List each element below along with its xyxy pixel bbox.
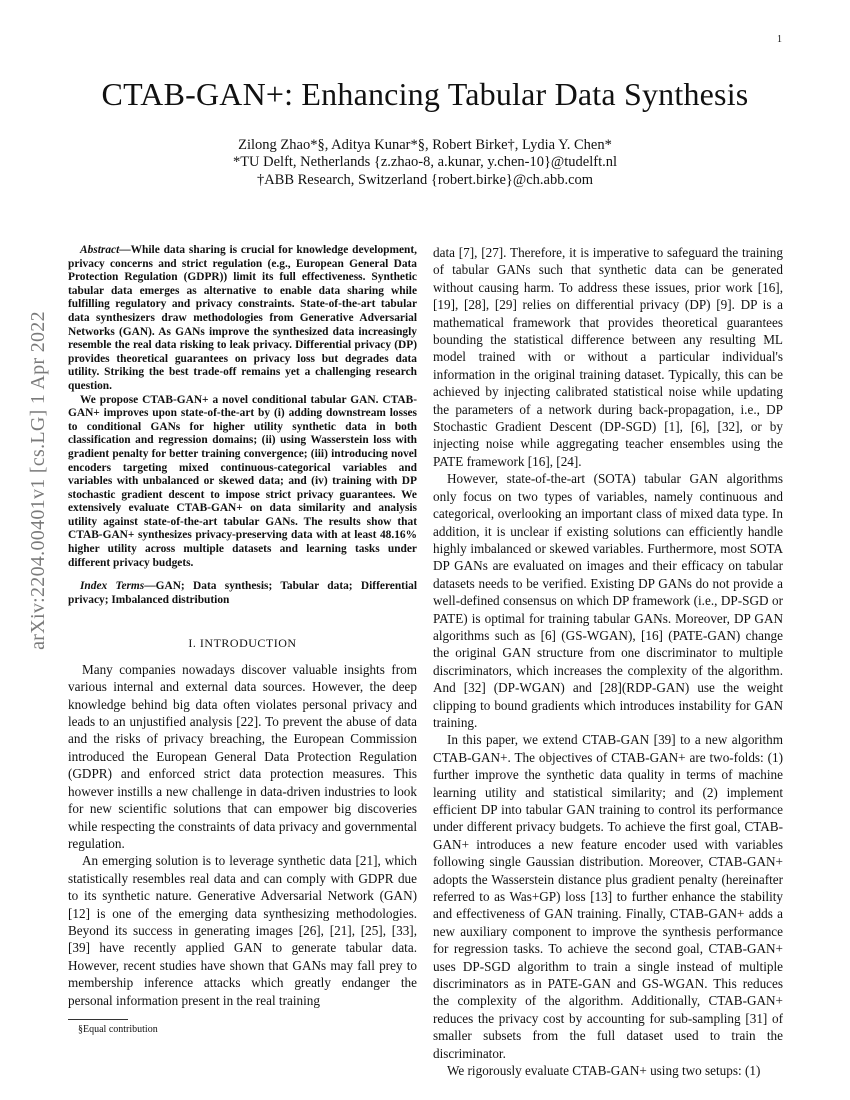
body-paragraph: However, state-of-the-art (SOTA) tabular GAN algorithms only focus on two types of variables, namely continuous and categorical, overlooking an important class of mixed data type. In addition, it is unclear if existing solutions can efficiently handle highly imbalanced or skewed variables. Furthermore, most SOTA DP GANs are evaluated on images and their efficacy on tabular datasets needs to be verified. Existing DP GANs do not provide a well-defined consensus on which DP framework (i.e., DP-SGD or PATE) is optimal for training tabular GANs. Moreover, DP GAN algorithms such as [6] (GS-WGAN), [16] (PATE-GAN) change the original GAN structure from one discriminator to multiple discriminators, which increases the complexity of the algorithm. And [32] (DP-WGAN) and [28](RDP-GAN) use the weight clipping to bound gradients which introduces instability for GAN training. [433,471,783,730]
paper-title: CTAB-GAN+: Enhancing Tabular Data Synthesis [101,76,749,112]
abstract-paragraph-1: —While data sharing is crucial for knowledge development, privacy concerns and strict regulation (e.g., European General Data Protection Regulation (GDPR)) limit its full effectiveness. Synthetic tabular data emerges as alternative to enable data sharing while fulfilling regulatory and privacy constraints. State-of-the-art tabular data synthesizers draw methodologies from Generative Adversarial Networks (GAN). As GANs improve the synthesized data increasingly resemble the real data risking to leak privacy. Differential privacy (DP) provides theoretical guarantees on privacy loss but degrades data utility. Striking the best trade-off remains yet a challenging research question. [68,244,417,392]
footnote-equal-contribution: §Equal contribution [78,1024,158,1035]
arxiv-side-stamp [18,300,58,660]
abstract-lead: Abstract [80,244,120,256]
index-terms-text: —GAN; Data synthesis; Tabular data; Differential privacy; Imbalanced distribution [68,580,418,606]
affiliation-tu-delft: *TU Delft, Netherlands {z.zhao-8, a.kunar, y.chen-10}@tudelft.nl [232,154,618,170]
body-paragraph: We rigorously evaluate CTAB-GAN+ using two setups: (1) [447,1063,761,1079]
intro-paragraph: An emerging solution is to leverage synthetic data [21], which statistically resembles real data and can comply with GDPR due to its synthetic nature. Generative Adversarial Network (GAN) [12] is one of the emerging data synthesizing methodologies. Beyond its success in generating images [26], [21], [25], [33], [39] have recently applied GAN to generate tabular data. However, recent studies have shown that GANs may fall prey to membership inference attacks which greatly endanger the personal information present in the real training [68,853,417,1008]
intro-paragraph: Many companies nowadays discover valuable insights from various internal and external data sources. However, the deep knowledge behind big data often violates personal privacy and leads to an unjustified analysis [22]. To prevent the abuse of data and the risks of privacy breaching, the European Commission introduced the European General Data Protection Regulation (GDPR) and enforced strict data protection measures. This however instills a new challenge in data-driven industries to look for new scientific solutions that can empower big discoveries while respecting the constraints of data privacy and governmental regulation. [68,661,417,851]
affiliation-abb: †ABB Research, Switzerland {robert.birke}@ch.abb.com [256,172,594,188]
author-list: Zilong Zhao*§, Aditya Kunar*§, Robert Birke†, Lydia Y. Chen* [238,137,612,153]
index-terms [68,580,417,607]
index-terms-lead: Index Terms [80,580,145,593]
abstract [68,244,417,394]
right-column [433,244,783,1080]
arxiv-identifier: arXiv:2204.00401v1 [cs.LG] 1 Apr 2022 [26,310,49,650]
body-paragraph: data [7], [27]. Therefore, it is imperative to safeguard the training of tabular GANs such that synthetic data can be generated without causing harm. To address these issues, prior work [16], [19], [28], [29] relies on differential privacy (DP) [9]. DP is a mathematical framework that provides theoretical guarantees bounding the statistical difference between any resulting ML model trained with or without a particular individual's information in the original training dataset. Typically, this can be achieved by injecting calibrated statistical noise while updating the parameters of a network during back-propagation, i.e., DP Stochastic Gradient Descent (DP-SGD) [1], [6], [32], or by injecting noise while aggregating teacher ensembles using the PATE framework [16], [24]. [433,245,783,469]
page-number: 1 [777,34,782,45]
left-column [68,244,417,1009]
body-paragraph: In this paper, we extend CTAB-GAN [39] to a new algorithm CTAB-GAN+. The objectives of CTAB-GAN+ are two-folds: (1) further improve the synthetic data quality in terms of machine learning utility and statistical similarity; and (2) implement efficient DP into tabular GAN training to control its performance under different privacy budgets. To achieve the first goal, CTAB-GAN+ introduces a new feature encoder used with variables following single Gaussian distribution. Moreover, CTAB-GAN+ adopts the Wasserstein distance plus gradient penalty (hereinafter referred to as Was+GP) loss [13] to further enhance the stability and effectiveness of GAN training. Finally, CTAB-GAN+ adds a new auxiliary component to improve the synthesis performance for regression tasks. To achieve the second goal, CTAB-GAN+ uses DP-SGD algorithm to train a single instead of multiple discriminators as in PATE-GAN and GS-WGAN. This reduces the complexity of the algorithm. Additionally, CTAB-GAN+ reduces the privacy cost by accounting for sub-sampling [31] of smaller subsets from the full dataset used to train the discriminator. [433,732,783,1061]
section-heading-introduction: I. INTRODUCTION [188,636,297,651]
abstract-paragraph-2: We propose CTAB-GAN+ a novel conditional tabular GAN. CTAB-GAN+ improves upon state-of-the-art by (i) adding downstream losses to conditional GANs for higher utility synthetic data in both classification and regression domains; (ii) using Wasserstein loss with gradient penalty for better training convergence; (iii) introducing novel encoders targeting mixed continuous-categorical variables and variables with unbalanced or skewed data; and (iv) training with DP stochastic gradient descent to impose strict privacy guarantees. We extensively evaluate CTAB-GAN+ on data similarity and analysis utility against state-of-the-art tabular GANs. The results show that CTAB-GAN+ synthesizes privacy-preserving data with at least 48.16% higher utility across multiple datasets and learning tasks under different privacy budgets. [68,393,417,569]
footnote-divider [68,1019,128,1020]
